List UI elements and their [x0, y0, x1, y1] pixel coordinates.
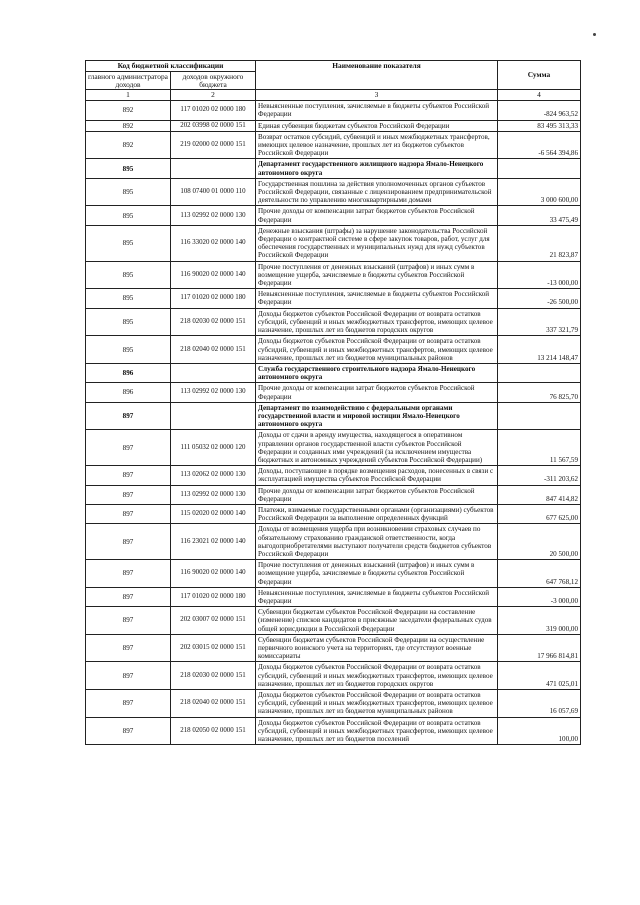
header-admin: главного администратора доходов [86, 72, 171, 90]
table-row [86, 178, 581, 206]
indicator-name-cell: Доходы бюджетов субъектов Российской Федерации от возврата остатков субсидий, субвенций и иных межбюджетных трансфертов, имеющих целевое назначение, прошлых лет из бюджетов муниципальных районов [256, 690, 498, 718]
table-row [86, 336, 581, 364]
table-row [86, 466, 581, 485]
sum-cell: -824 963,52 [498, 101, 581, 120]
table-row [86, 383, 581, 402]
table-row [86, 261, 581, 289]
header-code-group: Код бюджетной классификации [86, 61, 256, 72]
admin-code-cell: 895 [86, 308, 171, 336]
indicator-name-cell: Невыясненные поступления, зачисляемые в бюджеты субъектов Российской Федерации [256, 289, 498, 308]
table-row [86, 634, 581, 662]
income-code-cell: 113 02062 02 0000 130 [171, 466, 256, 485]
indicator-name-cell: Прочие доходы от компенсации затрат бюджетов субъектов Российской Федерации [256, 206, 498, 225]
income-code-cell: 219 02000 02 0000 151 [171, 131, 256, 159]
sum-cell: 21 823,87 [498, 225, 581, 261]
indicator-name-cell: Денежные взыскания (штрафы) за нарушение законодательства Российской Федерации о контрактной системе в сфере закупок товаров, работ, услуг для обеспечения государственных и муниципальных нужд для нужд субъектов Российской Федерации [256, 225, 498, 261]
sum-cell: 33 475,49 [498, 206, 581, 225]
table-row [86, 662, 581, 690]
admin-code-cell: 897 [86, 485, 171, 504]
table-row [86, 101, 581, 120]
header-sum: Сумма [498, 61, 581, 90]
admin-code-cell: 896 [86, 383, 171, 402]
income-code-cell: 117 01020 02 0000 180 [171, 289, 256, 308]
table-row [86, 587, 581, 606]
budget-income-table [85, 60, 581, 745]
indicator-name-cell: Прочие доходы от компенсации затрат бюджетов субъектов Российской Федерации [256, 383, 498, 402]
sum-cell: 11 567,59 [498, 430, 581, 466]
income-code-cell: 202 03015 02 0000 151 [171, 634, 256, 662]
income-code-cell: 113 02992 02 0000 130 [171, 206, 256, 225]
indicator-name-cell: Прочие поступления от денежных взысканий (штрафов) и иных сумм в возмещение ущерба, зачисляемые в бюджеты субъектов Российской Федерации [256, 560, 498, 588]
col-number-4: 4 [498, 90, 581, 101]
table-row [86, 560, 581, 588]
admin-code-cell: 895 [86, 261, 171, 289]
income-code-cell: 116 90020 02 0000 140 [171, 560, 256, 588]
indicator-name-cell: Доходы бюджетов субъектов Российской Федерации от возврата остатков субсидий, субвенций и иных межбюджетных трансфертов, имеющих целевое назначение, прошлых лет из бюджетов муниципальных районов [256, 336, 498, 364]
income-code-cell: 218 02040 02 0000 151 [171, 336, 256, 364]
sum-cell [498, 159, 581, 178]
income-code-cell: 202 03998 02 0000 151 [171, 120, 256, 131]
admin-code-cell: 897 [86, 662, 171, 690]
table-row [86, 485, 581, 504]
admin-code-cell: 897 [86, 607, 171, 635]
admin-code-cell: 896 [86, 363, 171, 382]
table-row [86, 717, 581, 745]
admin-code-cell: 892 [86, 131, 171, 159]
income-code-cell: 108 07400 01 0000 110 [171, 178, 256, 206]
indicator-name-cell: Департамент государственного жилищного надзора Ямало-Ненецкого автономного округа [256, 159, 498, 178]
col-number-3: 3 [256, 90, 498, 101]
admin-code-cell: 897 [86, 587, 171, 606]
admin-code-cell: 897 [86, 430, 171, 466]
table-row [86, 524, 581, 560]
department-row [86, 363, 581, 382]
sum-cell: 647 768,12 [498, 560, 581, 588]
income-code-cell: 113 02992 02 0000 130 [171, 485, 256, 504]
indicator-name-cell: Доходы бюджетов субъектов Российской Федерации от возврата остатков субсидий, субвенций и иных межбюджетных трансфертов, имеющих целевое назначение, прошлых лет из бюджетов городских округов [256, 308, 498, 336]
indicator-name-cell: Служба государственного строительного надзора Ямало-Ненецкого автономного округа [256, 363, 498, 382]
admin-code-cell: 897 [86, 524, 171, 560]
department-row [86, 402, 581, 430]
indicator-name-cell: Субвенции бюджетам субъектов Российской Федерации на составление (изменение) списков кандидатов в присяжные заседатели федеральных судов общей юрисдикции в Российской Федерации [256, 607, 498, 635]
indicator-name-cell: Доходы бюджетов субъектов Российской Федерации от возврата остатков субсидий, субвенций и иных межбюджетных трансфертов, имеющих целевое назначение, прошлых лет из бюджетов городских округов [256, 662, 498, 690]
table-row [86, 120, 581, 131]
admin-code-cell: 897 [86, 560, 171, 588]
sum-cell: 100,00 [498, 717, 581, 745]
header-name: Наименование показателя [256, 61, 498, 90]
table-row [86, 690, 581, 718]
admin-code-cell: 897 [86, 634, 171, 662]
income-code-cell: 117 01020 02 0000 180 [171, 587, 256, 606]
table-row [86, 206, 581, 225]
sum-cell: -3 000,00 [498, 587, 581, 606]
admin-code-cell: 895 [86, 289, 171, 308]
sum-cell: 337 321,79 [498, 308, 581, 336]
header-income: доходов окружного бюджета [171, 72, 256, 90]
indicator-name-cell: Платежи, взимаемые государственными органами (организациями) субъектов Российской Федерации за выполнение определенных функций [256, 504, 498, 523]
indicator-name-cell: Невыясненные поступления, зачисляемые в бюджеты субъектов Российской Федерации [256, 101, 498, 120]
sum-cell: -311 203,62 [498, 466, 581, 485]
sum-cell: -6 564 394,86 [498, 131, 581, 159]
income-code-cell: 115 02020 02 0000 140 [171, 504, 256, 523]
table-row [86, 225, 581, 261]
table-row [86, 430, 581, 466]
sum-cell: 3 000 600,00 [498, 178, 581, 206]
admin-code-cell: 895 [86, 159, 171, 178]
sum-cell: 847 414,82 [498, 485, 581, 504]
admin-code-cell: 897 [86, 690, 171, 718]
income-code-cell: 218 02030 02 0000 151 [171, 308, 256, 336]
indicator-name-cell: Субвенции бюджетам субъектов Российской Федерации на осуществление первичного воинского учета на территориях, где отсутствуют военные комиссариаты [256, 634, 498, 662]
admin-code-cell: 895 [86, 225, 171, 261]
admin-code-cell: 895 [86, 336, 171, 364]
income-code-cell: 117 01020 02 0000 180 [171, 101, 256, 120]
admin-code-cell: 897 [86, 717, 171, 745]
indicator-name-cell: Единая субвенция бюджетам субъектов Российской Федерации [256, 120, 498, 131]
sum-cell: 471 025,01 [498, 662, 581, 690]
sum-cell: -13 000,00 [498, 261, 581, 289]
indicator-name-cell: Департамент по взаимодействию с федеральными органами государственной власти и мировой юстиции Ямало-Ненецкого автономного округа [256, 402, 498, 430]
income-code-cell: 218 02030 02 0000 151 [171, 662, 256, 690]
indicator-name-cell: Государственная пошлина за действия уполномоченных органов субъектов Российской Федерации, связанные с лицензированием предпринимательской деятельности по управлению многоквартирными домами [256, 178, 498, 206]
indicator-name-cell: Прочие поступления от денежных взысканий (штрафов) и иных сумм в возмещение ущерба, зачисляемые в бюджеты субъектов Российской Федерации [256, 261, 498, 289]
income-code-cell: 218 02050 02 0000 151 [171, 717, 256, 745]
col-number-2: 2 [171, 90, 256, 101]
sum-cell [498, 402, 581, 430]
indicator-name-cell: Доходы от возмещения ущерба при возникновении страховых случаев по обязательному страхованию гражданской ответственности, когда выгодоприобретателями выступают получатели средств бюджетов субъектов Российской Федерации [256, 524, 498, 560]
department-row [86, 159, 581, 178]
scan-speck [593, 33, 596, 36]
sum-cell: 677 625,00 [498, 504, 581, 523]
table-row [86, 131, 581, 159]
income-code-cell: 111 05032 02 0000 120 [171, 430, 256, 466]
indicator-name-cell: Возврат остатков субсидий, субвенций и иных межбюджетных трансфертов, имеющих целевое назначение, прошлых лет из бюджетов субъектов Российской Федерации [256, 131, 498, 159]
sum-cell: -26 500,00 [498, 289, 581, 308]
table-row [86, 289, 581, 308]
indicator-name-cell: Невыясненные поступления, зачисляемые в бюджеты субъектов Российской Федерации [256, 587, 498, 606]
indicator-name-cell: Доходы, поступающие в порядке возмещения расходов, понесенных в связи с эксплуатацией имущества субъектов Российской Федерации [256, 466, 498, 485]
income-code-cell: 113 02992 02 0000 130 [171, 383, 256, 402]
admin-code-cell: 897 [86, 466, 171, 485]
admin-code-cell: 897 [86, 402, 171, 430]
income-code-cell: 202 03007 02 0000 151 [171, 607, 256, 635]
sum-cell: 13 214 148,47 [498, 336, 581, 364]
sum-cell: 16 057,69 [498, 690, 581, 718]
income-code-cell: 116 90020 02 0000 140 [171, 261, 256, 289]
admin-code-cell: 897 [86, 504, 171, 523]
sum-cell: 83 495 313,33 [498, 120, 581, 131]
income-code-cell: 218 02040 02 0000 151 [171, 690, 256, 718]
income-code-cell: 116 23021 02 0000 140 [171, 524, 256, 560]
sum-cell: 20 500,00 [498, 524, 581, 560]
admin-code-cell: 895 [86, 206, 171, 225]
indicator-name-cell: Доходы бюджетов субъектов Российской Федерации от возврата остатков субсидий, субвенций и иных межбюджетных трансфертов, имеющих целевое назначение, прошлых лет из бюджетов поселений [256, 717, 498, 745]
sum-cell: 319 000,00 [498, 607, 581, 635]
table-row [86, 504, 581, 523]
income-code-cell [171, 363, 256, 382]
admin-code-cell: 892 [86, 120, 171, 131]
sum-cell: 17 966 814,81 [498, 634, 581, 662]
admin-code-cell: 892 [86, 101, 171, 120]
table-body [86, 101, 581, 745]
admin-code-cell: 895 [86, 178, 171, 206]
table-header [86, 61, 581, 101]
indicator-name-cell: Доходы от сдачи в аренду имущества, находящегося в оперативном управлении органов государственной власти субъектов Российской Федерации и созданных ими учреждений (за исключением имущества бюджетных и автономных учреждений субъектов Российской Федерации) [256, 430, 498, 466]
indicator-name-cell: Прочие доходы от компенсации затрат бюджетов субъектов Российской Федерации [256, 485, 498, 504]
sum-cell [498, 363, 581, 382]
col-number-1: 1 [86, 90, 171, 101]
income-code-cell [171, 159, 256, 178]
income-code-cell: 116 33020 02 0000 140 [171, 225, 256, 261]
income-code-cell [171, 402, 256, 430]
table-row [86, 308, 581, 336]
sum-cell: 76 825,70 [498, 383, 581, 402]
table-row [86, 607, 581, 635]
